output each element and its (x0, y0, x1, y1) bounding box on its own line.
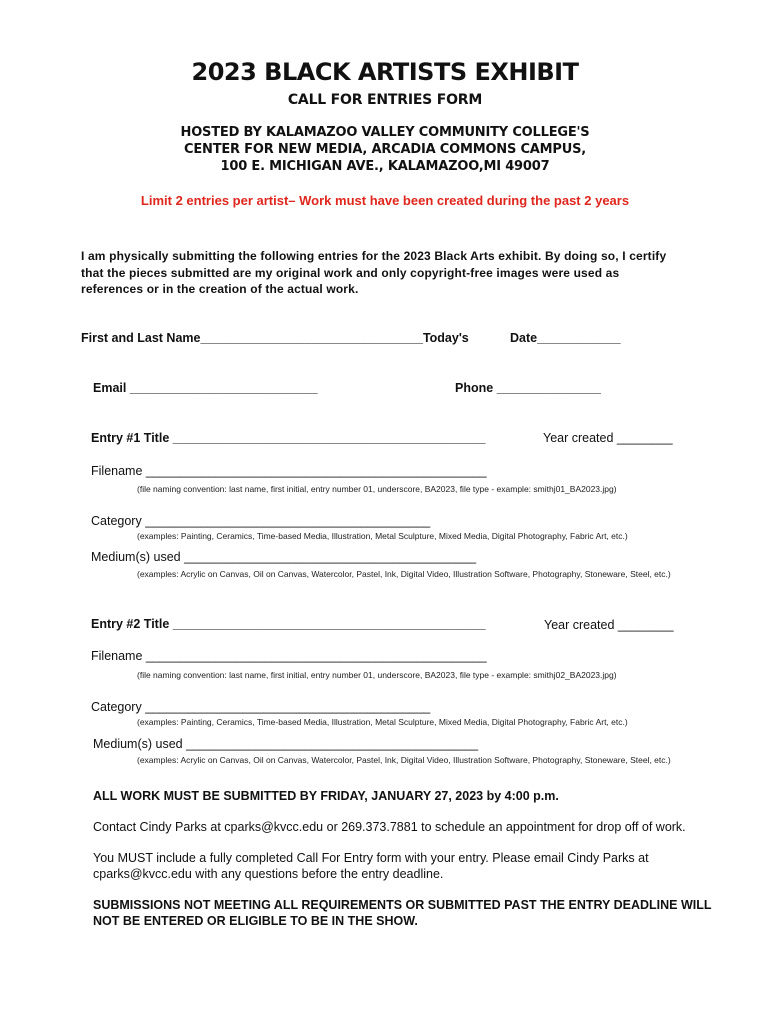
entry1-medium-row (91, 550, 476, 564)
entry1-medium-hint: (examples: Acrylic on Canvas, Oil on Canvas, Watercolor, Pastel, Ink, Digital Video, Illustration Software, Photography, Stoneware, Steel, etc.) (137, 569, 671, 579)
phone-field[interactable]: _______________ (496, 381, 601, 395)
entry1-year-field[interactable]: ________ (616, 431, 673, 445)
entry1-title-field[interactable]: _____________________________________________ (172, 431, 486, 445)
todays-label: Today's (422, 331, 469, 345)
page-title: 2023 BLACK ARTISTS EXHIBIT (191, 58, 579, 86)
entry2-medium-hint: (examples: Acrylic on Canvas, Oil on Canvas, Watercolor, Pastel, Ink, Digital Video, Illustration Software, Photography, Stoneware, Steel, etc.) (137, 755, 671, 765)
entry2-title-field[interactable]: _____________________________________________ (172, 617, 486, 631)
entry1-category-hint: (examples: Painting, Ceramics, Time-based Media, Illustration, Metal Sculpture, Mixed Media, Digital Photography, Fabric Art, etc.) (137, 531, 628, 541)
entry2-filename-label: Filename (91, 649, 143, 663)
entry2-title-row (91, 617, 486, 631)
date-row (510, 331, 621, 345)
entry2-medium-field[interactable]: __________________________________________ (186, 737, 479, 751)
entry1-year-row (543, 431, 673, 445)
entry1-filename-hint: (file naming convention: last name, first initial, entry number 01, underscore, BA2023, file type - example: smithj01_BA2023.jpg) (137, 484, 617, 494)
entry1-title-row (91, 431, 486, 445)
must-include-notice: You MUST include a fully completed Call For Entry form with your entry. Please email Cindy Parks at cparks@kvcc.edu with any questions before the entry deadline. (93, 851, 649, 881)
entry1-category-row (91, 514, 430, 528)
entry2-title-label: Entry #2 Title (91, 617, 170, 631)
entry1-title-label: Entry #1 Title (91, 431, 170, 445)
certification-statement: I am physically submitting the following entries for the 2023 Black Arts exhibit. By doing so, I certify that the pieces submitted are my original work and only copyright-free images were used as references or in the creation of the actual work. (81, 249, 667, 296)
entry1-year-label: Year created (543, 431, 614, 445)
contact-notice: Contact Cindy Parks at cparks@kvcc.edu or 269.373.7881 to schedule an appointment for drop off of work. (93, 820, 686, 834)
entry2-category-field[interactable]: _________________________________________ (145, 700, 431, 714)
host-line-1: HOSTED BY KALAMAZOO VALLEY COMMUNITY COLLEGE'S (180, 125, 590, 140)
date-field[interactable]: ____________ (537, 331, 621, 345)
entry2-category-label: Category (91, 700, 142, 714)
entry2-year-field[interactable]: ________ (617, 618, 674, 632)
name-field[interactable]: ________________________________ (200, 331, 423, 345)
entry1-filename-row (91, 464, 487, 478)
email-field[interactable]: ___________________________ (129, 381, 318, 395)
entry2-filename-field[interactable]: _________________________________________________ (145, 649, 487, 663)
date-label: Date (510, 331, 538, 345)
entry2-medium-label: Medium(s) used (93, 737, 183, 751)
entry1-category-field[interactable]: _________________________________________ (145, 514, 431, 528)
entry-limit-notice: Limit 2 entries per artist– Work must have been created during the past 2 years (140, 193, 630, 208)
email-row (93, 381, 318, 395)
entry2-filename-hint: (file naming convention: last name, first initial, entry number 01, underscore, BA2023, file type - example: smithj02_BA2023.jpg) (137, 670, 617, 680)
submission-warning: SUBMISSIONS NOT MEETING ALL REQUIREMENTS OR SUBMITTED PAST THE ENTRY DEADLINE WILL NOT BE ENTERED OR ELIGIBLE TO BE IN THE SHOW. (93, 898, 712, 928)
entry1-category-label: Category (91, 514, 142, 528)
entry1-medium-label: Medium(s) used (91, 550, 181, 564)
entry2-year-label: Year created (544, 618, 615, 632)
phone-label: Phone (455, 381, 494, 395)
entry2-filename-row (91, 649, 487, 663)
host-line-2: CENTER FOR NEW MEDIA, ARCADIA COMMONS CAMPUS, (184, 142, 586, 157)
entry2-category-hint: (examples: Painting, Ceramics, Time-based Media, Illustration, Metal Sculpture, Mixed Media, Digital Photography, Fabric Art, etc.) (137, 717, 628, 727)
entry1-filename-field[interactable]: _________________________________________________ (145, 464, 487, 478)
name-label: First and Last Name (81, 331, 201, 345)
entry2-medium-row (93, 737, 478, 751)
entry2-year-row (544, 618, 674, 632)
deadline-notice: ALL WORK MUST BE SUBMITTED BY FRIDAY, JANUARY 27, 2023 by 4:00 p.m. (93, 789, 559, 803)
page-subtitle: CALL FOR ENTRIES FORM (287, 92, 483, 108)
email-label: Email (93, 381, 127, 395)
host-line-3: 100 E. MICHIGAN AVE., KALAMAZOO,MI 49007 (220, 159, 550, 174)
entry1-filename-label: Filename (91, 464, 143, 478)
phone-row (455, 381, 601, 395)
entry1-medium-field[interactable]: __________________________________________ (184, 550, 477, 564)
name-row (81, 331, 469, 345)
entry2-category-row (91, 700, 430, 714)
